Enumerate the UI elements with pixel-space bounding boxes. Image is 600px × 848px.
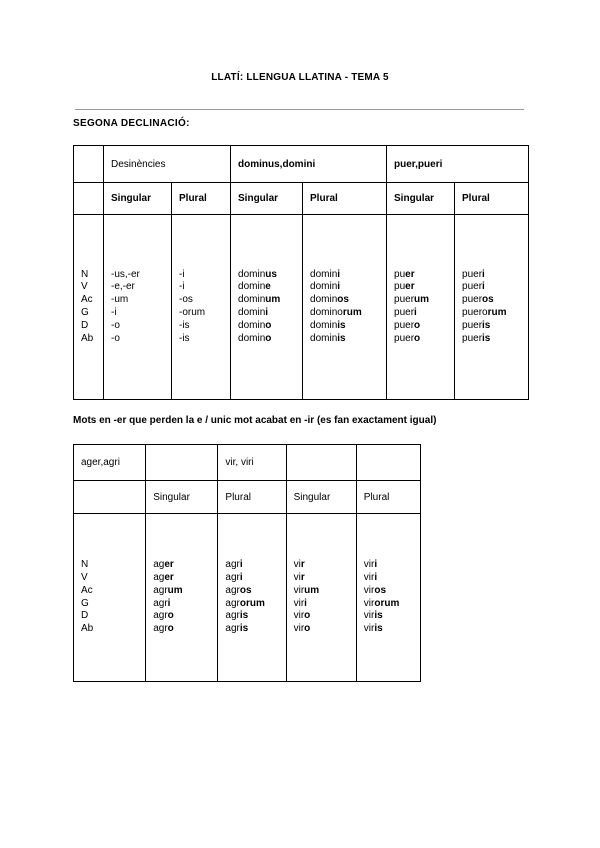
form-stem: vir [363, 584, 375, 596]
form-ending: is [374, 623, 383, 635]
form-stem: domin [310, 319, 338, 331]
form-column [231, 215, 303, 400]
form-stem: vir [293, 597, 305, 609]
form-ending: orum [239, 597, 265, 609]
subheader-singular: Singular [146, 481, 218, 514]
form-stem: agr [153, 584, 168, 596]
declined-form [153, 598, 217, 611]
form-column [387, 215, 455, 400]
declined-form [394, 320, 454, 333]
case-labels [74, 215, 104, 400]
form-ending: um [167, 584, 183, 596]
case-label: D [81, 610, 89, 622]
form-column [104, 215, 172, 400]
form-stem: vir [363, 571, 375, 583]
table-body-row [74, 514, 421, 682]
declined-form [225, 610, 285, 623]
form-ending: er [405, 281, 415, 293]
form-ending: i [414, 307, 417, 318]
form-ending: os [337, 294, 349, 306]
form-stem: -i [179, 268, 185, 280]
declined-form [310, 307, 386, 320]
table-subheader-row [74, 481, 421, 514]
form-column [218, 514, 286, 682]
form-stem: -i [179, 281, 185, 293]
table-header-row [74, 146, 529, 183]
note-text: Mots en -er que perden la e / unic mot acabat en -ir (es fan exactament igual) [73, 415, 437, 426]
declined-form [179, 294, 230, 307]
declined-form [294, 610, 356, 623]
form-stem: -os [179, 294, 193, 306]
form-ending: os [482, 294, 494, 306]
form-stem: vir [363, 610, 375, 622]
form-stem: domin [238, 281, 266, 293]
form-ending: is [482, 319, 491, 331]
form-ending: os [239, 584, 252, 596]
case-label: Ab [81, 332, 94, 344]
declined-form [462, 269, 528, 282]
declined-form [462, 333, 528, 346]
form-ending: er [164, 571, 174, 583]
declined-form [238, 269, 302, 282]
form-stem: domin [238, 268, 266, 280]
declined-form [310, 294, 386, 307]
case-label: Ac [81, 294, 93, 306]
subheader-plural: Plural [356, 481, 420, 514]
form-stem: pu [394, 281, 406, 293]
declined-form [111, 307, 171, 320]
declined-form [364, 623, 420, 636]
form-column [146, 514, 218, 682]
header-dominus: dominus,domini [231, 146, 387, 183]
form-stem: vi [293, 559, 301, 571]
form-ending: orum [374, 597, 400, 609]
form-ending: is [337, 332, 346, 344]
form-ending: o [265, 319, 272, 331]
form-stem: vir [363, 559, 375, 571]
form-stem: -orum [179, 307, 206, 318]
declined-form [238, 294, 302, 307]
header-cell [356, 445, 420, 481]
form-column [172, 215, 231, 400]
form-stem: domino [310, 307, 343, 318]
form-ending: o [414, 332, 421, 344]
subheader-plural: Plural [455, 183, 529, 215]
declined-form [238, 320, 302, 333]
form-ending: i [304, 597, 307, 609]
declined-form [462, 307, 528, 320]
declined-form [153, 559, 217, 572]
form-ending: i [167, 597, 171, 609]
declined-form [364, 572, 420, 585]
declined-form [153, 585, 217, 598]
form-stem: -um [111, 294, 129, 306]
form-stem: vir [293, 623, 305, 635]
declined-form [364, 585, 420, 598]
form-stem: puer [462, 268, 483, 280]
declined-form [310, 281, 386, 294]
form-stem: domin [310, 294, 338, 306]
declined-form [225, 585, 285, 598]
table-subheader-row [74, 183, 529, 215]
form-ending: o [414, 319, 421, 331]
case-label: V [81, 281, 88, 293]
declension-table-1 [73, 145, 529, 400]
form-stem: domin [310, 268, 338, 280]
declined-form [111, 281, 171, 294]
form-column [286, 514, 356, 682]
declined-form [225, 623, 285, 636]
subheader-plural: Plural [303, 183, 387, 215]
form-ending: i [482, 268, 485, 280]
declined-form [310, 333, 386, 346]
declined-form [462, 294, 528, 307]
form-stem: domin [310, 281, 338, 293]
table-body-row [74, 215, 529, 400]
form-stem: agr [153, 597, 168, 609]
form-ending: er [405, 268, 415, 280]
form-stem: ag [153, 571, 165, 583]
case-label: G [81, 597, 89, 609]
declined-form [111, 269, 171, 282]
form-stem: puer [462, 319, 483, 331]
form-ending: o [304, 623, 311, 635]
form-ending: i [239, 559, 243, 571]
declined-form [179, 269, 230, 282]
subheader-singular: Singular [104, 183, 172, 215]
form-stem: vir [363, 597, 375, 609]
subheader-plural: Plural [218, 481, 286, 514]
form-ending: is [239, 623, 249, 635]
case-label: G [81, 307, 89, 318]
form-ending: is [337, 319, 346, 331]
form-ending: is [239, 610, 249, 622]
declined-form [364, 559, 420, 572]
form-column [455, 215, 529, 400]
form-stem: puer [394, 319, 415, 331]
declined-form [310, 320, 386, 333]
declined-form [364, 610, 420, 623]
form-ending: r [300, 571, 305, 583]
form-ending: i [374, 559, 378, 571]
header-cell [286, 445, 356, 481]
form-stem: -is [179, 319, 190, 331]
declined-form [394, 307, 454, 320]
form-stem: domin [238, 294, 266, 306]
header-puer: puer,pueri [387, 146, 529, 183]
declined-form [153, 572, 217, 585]
declined-form [238, 281, 302, 294]
form-ending: os [374, 584, 387, 596]
case-labels [74, 514, 146, 682]
declined-form [111, 320, 171, 333]
form-stem: puer [462, 294, 483, 306]
form-stem: vir [293, 584, 305, 596]
case-label: N [81, 268, 89, 280]
declined-form [238, 333, 302, 346]
form-ending: i [482, 281, 485, 293]
form-stem: puero [462, 307, 488, 318]
declined-form [394, 294, 454, 307]
declension-table-2 [73, 444, 421, 682]
header-ager: ager,agri [74, 445, 146, 481]
declined-form [462, 320, 528, 333]
form-stem: agr [225, 571, 240, 583]
form-stem: puer [394, 307, 415, 318]
header-desinencies: Desinències [104, 146, 231, 183]
form-ending: e [265, 281, 271, 293]
form-stem: -is [179, 332, 190, 344]
form-ending: i [337, 268, 341, 280]
form-ending: is [374, 610, 383, 622]
header-cell [74, 146, 104, 183]
form-stem: agr [225, 610, 240, 622]
section-heading: SEGONA DECLINACIÓ: [73, 118, 190, 129]
case-label: V [81, 571, 88, 583]
form-stem: -e,-er [111, 281, 135, 293]
declined-form [179, 307, 230, 320]
horizontal-rule [75, 109, 524, 110]
form-stem: agr [153, 623, 168, 635]
form-ending: i [337, 281, 341, 293]
declined-form [294, 585, 356, 598]
form-ending: um [414, 294, 430, 306]
form-stem: domin [238, 307, 266, 318]
subheader-cell [74, 183, 104, 215]
declined-form [238, 307, 302, 320]
form-stem: domin [238, 332, 266, 344]
subheader-plural: Plural [172, 183, 231, 215]
form-stem: ag [153, 559, 165, 571]
form-stem: -i [111, 307, 117, 318]
form-stem: puer [462, 281, 483, 293]
form-stem: agr [225, 623, 240, 635]
form-ending: us [265, 268, 277, 280]
form-ending: o [265, 332, 272, 344]
subheader-singular: Singular [231, 183, 303, 215]
form-ending: rum [342, 307, 362, 318]
declined-form [294, 598, 356, 611]
declined-form [294, 572, 356, 585]
declined-form [179, 281, 230, 294]
declined-form [462, 281, 528, 294]
form-stem: puer [394, 332, 415, 344]
form-stem: vir [363, 623, 375, 635]
case-label: Ac [81, 584, 93, 596]
subheader-cell [74, 481, 146, 514]
form-ending: o [167, 610, 174, 622]
form-stem: vi [293, 571, 301, 583]
declined-form [225, 598, 285, 611]
form-stem: agr [225, 597, 240, 609]
declined-form [111, 294, 171, 307]
form-stem: agr [225, 559, 240, 571]
declined-form [153, 623, 217, 636]
declined-form [225, 572, 285, 585]
form-stem: domin [310, 332, 338, 344]
form-stem: -o [111, 332, 120, 344]
form-ending: o [304, 610, 311, 622]
form-ending: i [374, 571, 378, 583]
form-stem: pu [394, 268, 406, 280]
form-ending: i [265, 307, 269, 318]
subheader-singular: Singular [387, 183, 455, 215]
declined-form [111, 333, 171, 346]
declined-form [179, 333, 230, 346]
case-label: N [81, 559, 89, 571]
case-label: D [81, 319, 89, 331]
form-ending: er [164, 559, 174, 571]
header-vir: vir, viri [218, 445, 286, 481]
declined-form [364, 598, 420, 611]
form-stem: puer [394, 294, 415, 306]
declined-form [179, 320, 230, 333]
declined-form [394, 269, 454, 282]
form-stem: domin [238, 319, 266, 331]
form-ending: i [239, 571, 243, 583]
form-ending: um [265, 294, 281, 306]
header-cell [146, 445, 218, 481]
declined-form [225, 559, 285, 572]
form-ending: o [167, 623, 174, 635]
declined-form [294, 623, 356, 636]
form-stem: agr [153, 610, 168, 622]
declined-form [310, 269, 386, 282]
document-title: LLATÍ: LLENGUA LLATINA - TEMA 5 [211, 72, 389, 83]
form-stem: puer [462, 332, 483, 344]
case-label: Ab [81, 623, 94, 635]
form-ending: um [304, 584, 320, 596]
form-ending: is [482, 332, 491, 344]
declined-form [294, 559, 356, 572]
form-stem: -o [111, 319, 120, 331]
form-ending: rum [487, 307, 507, 318]
form-stem: agr [225, 584, 240, 596]
subheader-singular: Singular [286, 481, 356, 514]
form-column [356, 514, 420, 682]
declined-form [394, 281, 454, 294]
form-ending: r [300, 559, 305, 571]
declined-form [153, 610, 217, 623]
declined-form [394, 333, 454, 346]
form-column [303, 215, 387, 400]
form-stem: -us,-er [111, 268, 140, 280]
form-stem: vir [293, 610, 305, 622]
table-header-row [74, 445, 421, 481]
